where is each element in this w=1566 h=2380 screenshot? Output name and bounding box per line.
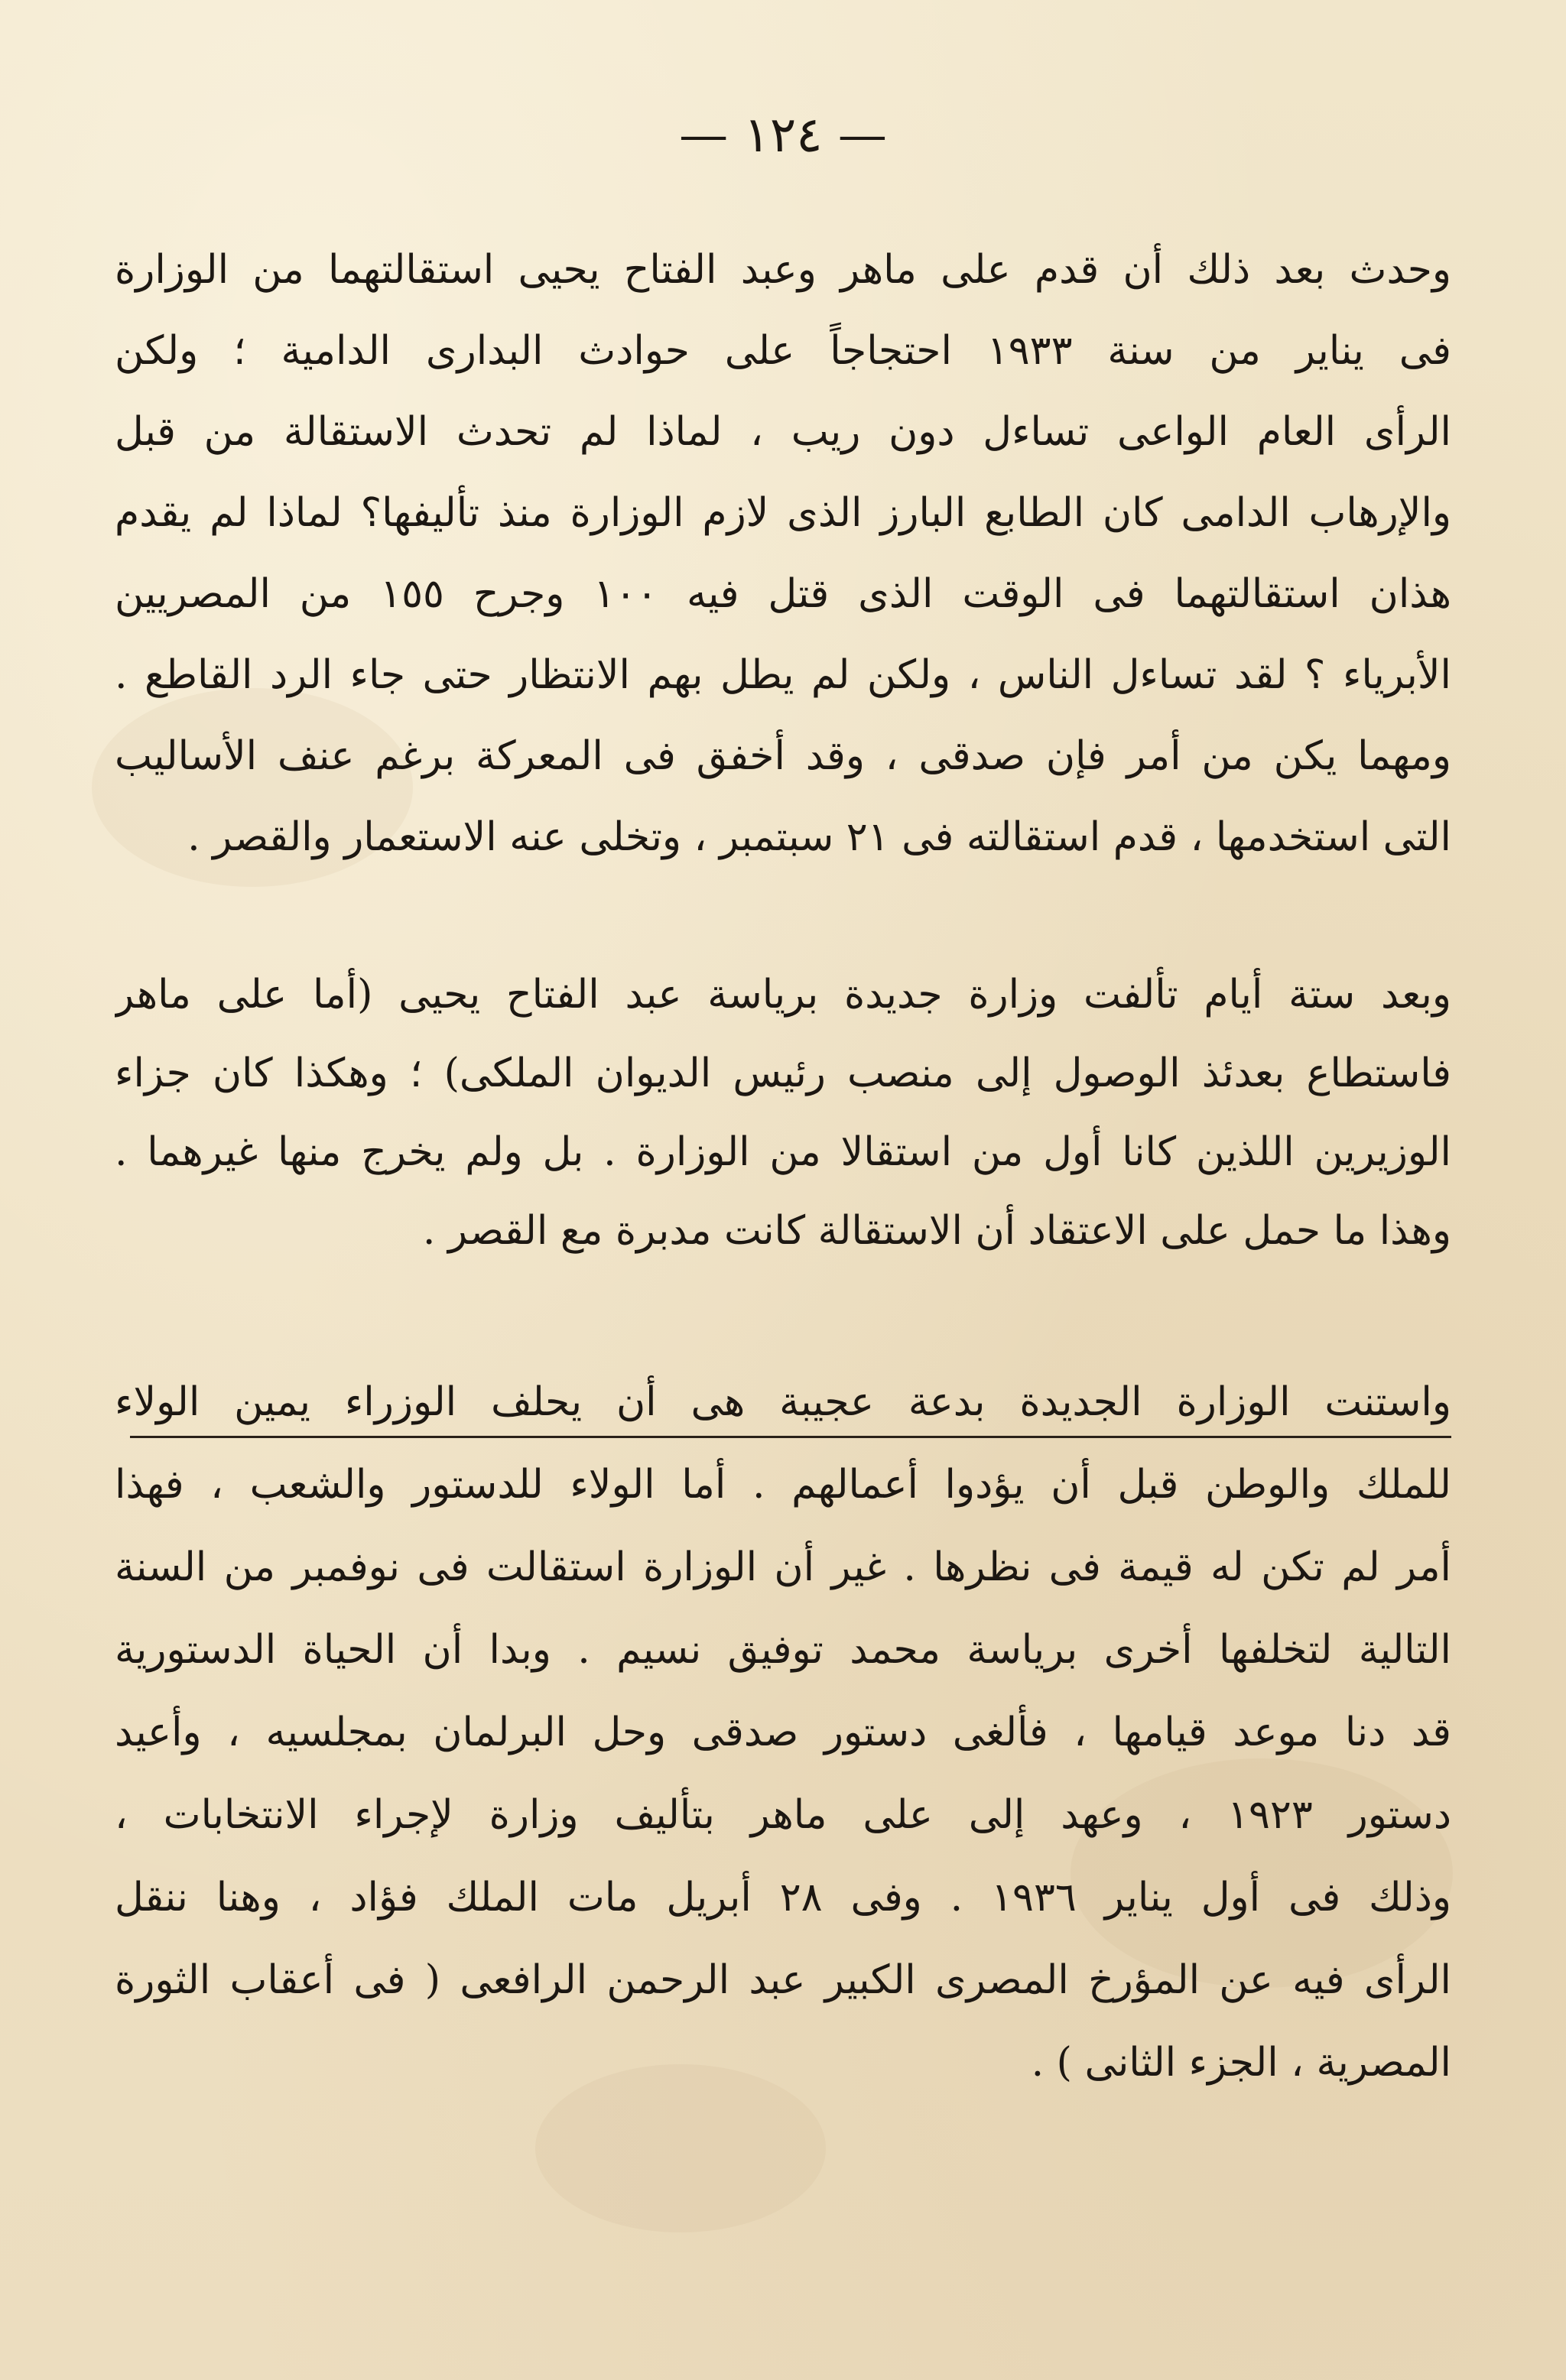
paragraph-1 xyxy=(115,229,1451,878)
text-line: الأبرياء ؟ لقد تساءل الناس ، ولكن لم يطل بهم الانتظار حتى جاء الرد القاطع . xyxy=(115,652,1451,698)
text-line: ومهما يكن من أمر فإن صدقى ، وقد أخفق فى المعركة برغم عنف الأساليب xyxy=(115,733,1451,779)
text-line: وبعد ستة أيام تألفت وزارة جديدة برياسة عبد الفتاح يحيى (أما على ماهر xyxy=(115,972,1451,1018)
text-line: وحدث بعد ذلك أن قدم على ماهر وعبد الفتاح يحيى استقالتهما من الوزارة xyxy=(115,247,1451,293)
paragraph-2 xyxy=(115,956,1451,1271)
text-line: دستور ١٩٢٣ ، وعهد إلى على ماهر بتأليف وزارة لإجراء الانتخابات ، xyxy=(115,1792,1451,1838)
text-line: والإرهاب الدامى كان الطابع البارز الذى لازم الوزارة منذ تأليفها؟ لماذا لم يقدم xyxy=(115,490,1451,536)
text-line: المصرية ، الجزء الثانى ) . xyxy=(1031,2040,1451,2086)
paragraph-3 xyxy=(115,1361,1451,2104)
text-line: فاستطاع بعدئذ الوصول إلى منصب رئيس الديوان الملكى) ؛ وهكذا كان جزاء xyxy=(115,1050,1451,1096)
text-line: الوزيرين اللذين كانا أول من استقالا من الوزارة . بل ولم يخرج منها غيرهما . xyxy=(115,1129,1451,1175)
text-line: الرأى فيه عن المؤرخ المصرى الكبير عبد الرحمن الرافعى ( فى أعقاب الثورة xyxy=(115,1957,1451,2003)
text-line: للملك والوطن قبل أن يؤدوا أعمالهم . أما الولاء للدستور والشعب ، فهذا xyxy=(115,1462,1451,1508)
text-line: الرأى العام الواعى تساءل دون ريب ، لماذا لم تحدث الاستقالة من قبل xyxy=(115,409,1451,455)
text-line: قد دنا موعد قيامها ، فألغى دستور صدقى وحل البرلمان بمجلسيه ، وأعيد xyxy=(115,1710,1451,1755)
text-line: التالية لتخلفها أخرى برياسة محمد توفيق نسيم . وبدا أن الحياة الدستورية xyxy=(115,1627,1451,1673)
text-line: هذان استقالتهما فى الوقت الذى قتل فيه ١٠٠ وجرح ١٥٥ من المصريين xyxy=(115,571,1451,617)
text-line: وذلك فى أول يناير ١٩٣٦ . وفى ٢٨ أبريل مات الملك فؤاد ، وهنا ننقل xyxy=(115,1875,1451,1921)
text-line: أمر لم تكن له قيمة فى نظرها . غير أن الوزارة استقالت فى نوفمبر من السنة xyxy=(115,1544,1451,1590)
text-line: فى يناير من سنة ١٩٣٣ احتجاجاً على حوادث البدارى الدامية ؛ ولكن xyxy=(115,328,1451,374)
page-number: — ١٢٤ — xyxy=(679,107,887,164)
text-line: التى استخدمها ، قدم استقالته فى ٢١ سبتمبر ، وتخلى عنه الاستعمار والقصر . xyxy=(187,814,1451,860)
text-line: واستنت الوزارة الجديدة بدعة عجيبة هى أن يحلف الوزراء يمين الولاء xyxy=(115,1379,1451,1425)
text-line: وهذا ما حمل على الاعتقاد أن الاستقالة كانت مدبرة مع القصر . xyxy=(422,1208,1451,1254)
